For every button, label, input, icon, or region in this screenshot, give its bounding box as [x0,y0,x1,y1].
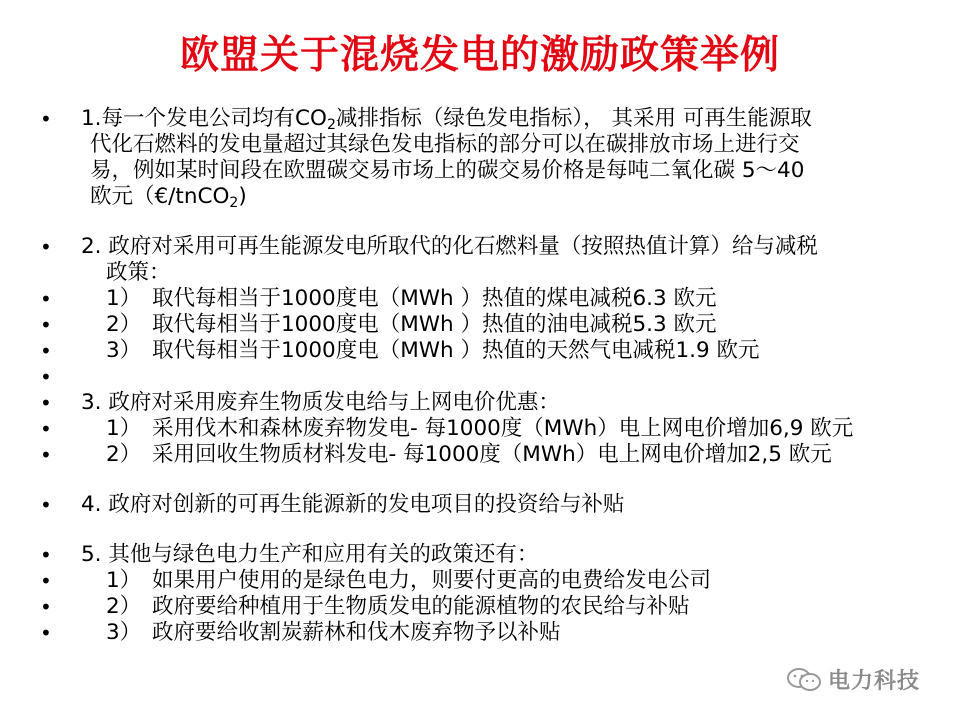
bullet-marker: • [40,107,52,131]
wechat-icon [786,667,822,693]
item-text: 2） 政府要给种植用于生物质发电的能源植物的农民给与补贴 [106,594,690,619]
item-text: 3. 政府对采用废弃生物质发电给与上网电价优惠： [81,390,560,415]
bullet-marker: • [40,595,52,619]
list-item [40,312,940,338]
list-item [40,106,940,132]
item-continuation: 代化石燃料的发电量超过其绿色发电指标的部分可以在碳排放市场上进行交 [90,132,800,157]
item-text: 2） 取代每相当于1000度电（MWh ）热值的油电减税5.3 欧元 [106,312,717,337]
item-continuation: 政策： [106,260,171,285]
item-text: 1） 取代每相当于1000度电（MWh ）热值的煤电减税6.3 欧元 [106,286,717,311]
list-item [40,286,940,312]
bullet-marker: • [40,313,52,337]
item-text: 1） 采用伐木和森林废弃物发电- 每1000度（MWh）电上网电价增加6,9 欧元 [106,416,854,441]
list-item [40,442,940,468]
list-item-empty [40,364,940,390]
list-item [40,338,940,364]
bullet-marker: • [40,365,52,389]
item-text: 2） 采用回收生物质材料发电- 每1000度（MWh）电上网电价增加2,5 欧元 [106,442,832,467]
bullet-marker: • [40,443,52,467]
list-item [40,234,940,260]
watermark-text: 电力科技 [828,669,921,694]
list-item [40,542,940,568]
bullet-marker: • [40,543,52,567]
item-text: 3） 政府要给收割炭薪林和伐木废弃物予以补贴 [106,620,561,645]
item-text: 5. 其他与绿色电力生产和应用有关的政策还有： [81,542,539,567]
list-item [40,492,940,518]
item-text: 1） 如果用户使用的是绿色电力，则要付更高的电费给发电公司 [106,568,712,593]
bullet-list [40,106,940,646]
bullet-marker: • [40,621,52,645]
bullet-marker: • [40,339,52,363]
list-item [40,568,940,594]
bullet-marker: • [40,493,52,517]
list-item [40,620,940,646]
slide-title: 欧盟关于混烧发电的激励政策举例 [179,33,780,78]
item-text: 2. 政府对采用可再生能源发电所取代的化石燃料量（按照热值计算）给与减税 [81,234,818,259]
bullet-marker: • [40,417,52,441]
item-continuation: 易，例如某时间段在欧盟碳交易市场上的碳交易价格是每吨二氧化碳 5～40 [90,158,805,183]
list-item [40,594,940,620]
bullet-marker: • [40,287,52,311]
bullet-marker: • [40,569,52,593]
list-item [40,390,940,416]
watermark [786,664,920,695]
item-text: 1.每一个发电公司均有$CO_2$减排指标（绿色发电指标）， 其采用 可再生能源取 [81,106,812,133]
item-continuation: 欧元（€/tnCO$_2$) [90,184,247,211]
item-text: 4. 政府对创新的可再生能源新的发电项目的投资给与补贴 [81,492,625,517]
bullet-marker: • [40,391,52,415]
bullet-marker: • [40,235,52,259]
list-item [40,416,940,442]
item-text: 3） 取代每相当于1000度电（MWh ）热值的天然气电减税1.9 欧元 [106,338,760,363]
